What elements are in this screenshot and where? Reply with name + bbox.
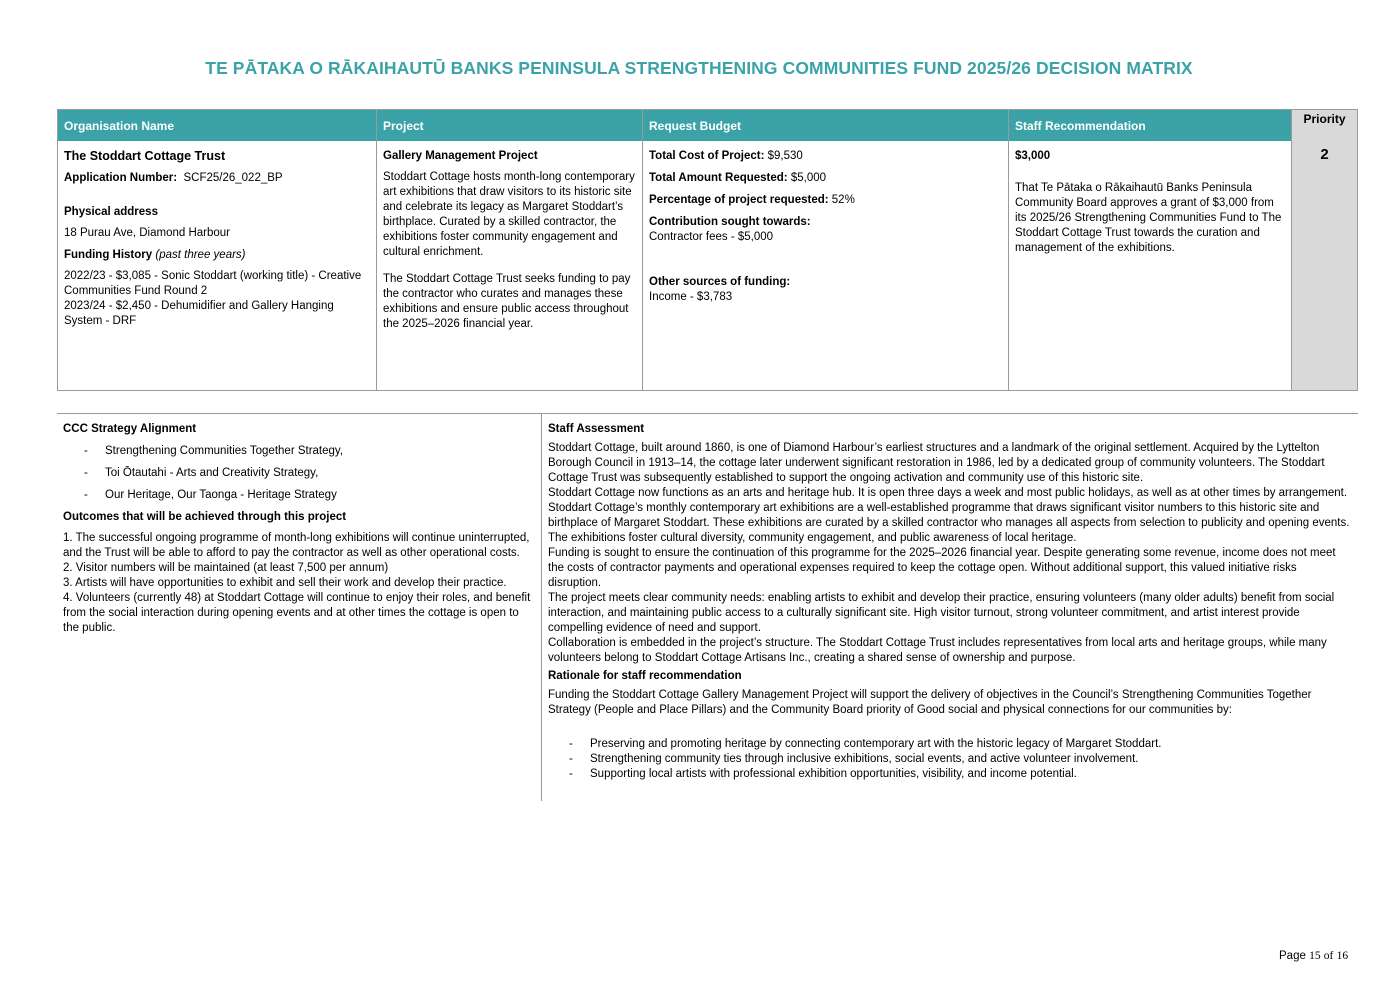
rationale-heading: Rationale for staff recommendation (548, 670, 742, 682)
funding-history-item: 2022/23 - $3,085 - Sonic Stoddart (working title) - Creative Communities Fund Round 2 (64, 270, 362, 297)
strategy-item: Our Heritage, Our Taonga - Heritage Strategy (105, 489, 337, 501)
budget-column (643, 110, 1008, 390)
funding-history-note: (past three years) (155, 249, 246, 261)
other-funding-value: Income - $3,783 (649, 291, 733, 303)
outcome-item: 3. Artists will have opportunities to exhibit and sell their work and develop their practice. (63, 577, 507, 589)
project-column (377, 110, 642, 390)
outcome-item: 2. Visitor numbers will be maintained (at least 7,500 per annum) (63, 562, 389, 574)
application-number-label: Application Number: (64, 172, 178, 184)
bullet-dash: - (569, 753, 573, 765)
bullet-dash: - (84, 467, 88, 479)
rationale-list (548, 737, 1350, 782)
project-description: Stoddart Cottage hosts month-long contemporary art exhibitions that draw visitors to its historic site and celebrate its legacy as Margaret Stoddart’s birthplace. Curated by a skilled contractor, the exhibitions foster community engagement and cultural enrichment. (383, 171, 635, 258)
page-total: 16 (1336, 950, 1349, 962)
list-item (548, 767, 1350, 782)
funding-history-heading (64, 248, 370, 263)
strategy-item: Strengthening Communities Together Strategy, (105, 445, 344, 457)
total-requested-label: Total Amount Requested: (649, 172, 788, 184)
page-of: of (1323, 950, 1334, 962)
other-funding-label: Other sources of funding: (649, 276, 791, 288)
application-number: SCF25/26_022_BP (183, 172, 283, 184)
funding-history-item: 2023/24 - $2,450 - Dehumidifier and Gallery Hanging System - DRF (64, 300, 334, 327)
rationale-item: Strengthening community ties through inclusive exhibitions, social events, and active volunteer involvement. (590, 753, 1139, 765)
recommended-amount: $3,000 (1015, 150, 1051, 162)
rationale-text: Funding the Stoddart Cottage Gallery Management Project will support the delivery of objectives in the Council’s Strengthening Communities Together Strategy (People and Place Pillars) and the Community Board priority of Good social and physical connections for our communities by: (548, 689, 1312, 716)
project-title: Gallery Management Project (383, 150, 538, 162)
staff-recommendation-header: Staff Recommendation (1009, 110, 1291, 141)
decision-matrix-table (57, 109, 1358, 391)
staff-assessment-heading: Staff Assessment (548, 423, 645, 435)
bullet-dash: - (569, 768, 573, 780)
staff-recommendation-column (1009, 110, 1291, 390)
list-item (548, 737, 1350, 752)
organisation-name: The Stoddart Cottage Trust (64, 149, 226, 163)
assessment-paragraph: Stoddart Cottage, built around 1860, is one of Diamond Harbour’s earliest structures and a landmark of the original settlement. Acquired by the Lyttelton Borough Council in 1913–14, the cottage later underwent significant restoration in 1986, led by a dedicated group of community volunteers. The Stoddart Cottage Trust was subsequently established to support the ongoing activation and community use of this historic site. (548, 442, 1325, 484)
total-cost-label: Total Cost of Project: (649, 150, 765, 162)
staff-assessment-section (548, 422, 1350, 782)
contribution-value: Contractor fees - $5,000 (649, 231, 774, 243)
section-divider (57, 413, 1358, 414)
outcome-item: 1. The successful ongoing programme of month-long exhibitions will continue uninterrupted, and the Trust will be able to afford to pay the contractor as well as other operational costs. (63, 532, 530, 559)
organisation-column (58, 110, 376, 390)
percentage-label: Percentage of project requested: (649, 194, 829, 206)
page-number (1279, 950, 1348, 962)
total-requested-value: $5,000 (790, 172, 827, 184)
contribution-label: Contribution sought towards: (649, 216, 811, 228)
priority-value: 2 (1320, 146, 1329, 163)
bullet-dash: - (84, 489, 88, 501)
physical-address-label: Physical address (64, 206, 158, 218)
total-cost-row (649, 149, 1002, 164)
assessment-paragraph: Stoddart Cottage now functions as an arts and heritage hub. It is open three days a week and most public holidays, as well as at other times by arrangement. (548, 487, 1348, 499)
recommendation-text: That Te Pātaka o Rākaihautū Banks Peninsula Community Board approves a grant of $3,000 from its 2025/26 Strengthening Communities Fund to The Stoddart Cottage Trust towards the curation and management of the exhibitions. (1015, 182, 1282, 254)
project-funding-purpose: The Stoddart Cottage Trust seeks funding to pay the contractor who curates and manages these exhibitions and ensure public access throughout the 2025–2026 financial year. (383, 273, 631, 330)
physical-address: 18 Purau Ave, Diamond Harbour (64, 227, 230, 239)
application-number-row (64, 171, 370, 186)
list-item (548, 752, 1350, 767)
bullet-dash: - (569, 738, 573, 750)
rationale-item: Supporting local artists with professional exhibition opportunities, visibility, and income potential. (590, 768, 1077, 780)
outcome-item: 4. Volunteers (currently 48) at Stoddart Cottage will continue to enjoy their roles, and benefit from the social interaction during opening events and at other times the cottage is open to the public. (63, 592, 531, 634)
list-item (63, 488, 533, 503)
project-header: Project (377, 110, 642, 141)
bullet-dash: - (84, 445, 88, 457)
page-title: TE PĀTAKA O RĀKAIHAUTŪ BANKS PENINSULA STRENGTHENING COMMUNITIES FUND 2025/26 DECISION MATRIX (205, 58, 1193, 78)
priority-header: Priority (1303, 112, 1346, 126)
total-cost-value: $9,530 (767, 150, 803, 162)
page-label: Page (1279, 950, 1306, 962)
rationale-item: Preserving and promoting heritage by connecting contemporary art with the historic legacy of Margaret Stoddart. (590, 738, 1162, 750)
funding-history-label: Funding History (64, 249, 153, 261)
outcomes-heading: Outcomes that will be achieved through this project (63, 511, 347, 523)
assessment-paragraph: The project meets clear community needs: enabling artists to exhibit and develop their practice, ensuring volunteers (many older adults) benefit from social interaction, and maintaining public access to a culturally significant site. High visitor turnout, strong volunteer commitment, and artist interest provide compelling evidence of need and support. (548, 592, 1335, 634)
assessment-paragraph: Funding is sought to ensure the continuation of this programme for the 2025–2026 financial year. Despite generating some revenue, income does not meet the costs of contractor payments and operational expenses required to keep the cottage open. Without additional support, this valued initiative risks disruption. (548, 547, 1336, 589)
strategy-alignment-section (63, 422, 533, 636)
percentage-row (649, 193, 1002, 208)
organisation-header: Organisation Name (58, 110, 376, 141)
budget-header: Request Budget (643, 110, 1008, 141)
assessment-paragraph: Collaboration is embedded in the project’s structure. The Stoddart Cottage Trust includes representatives from local arts and heritage groups, while many volunteers belong to Stoddart Cottage Artisans Inc., creating a shared sense of ownership and purpose. (548, 637, 1327, 664)
list-item (63, 466, 533, 481)
assessment-paragraph: Stoddart Cottage’s monthly contemporary art exhibitions are a well-established programme that draws significant visitor numbers to this historic site and birthplace of Margaret Stoddart. These exhibitions are curated by a skilled contractor who manages all aspects from selection to publicity and opening events. The exhibitions foster cultural diversity, community engagement, and public awareness of local heritage. (548, 502, 1350, 544)
page-current: 15 (1309, 950, 1321, 962)
strategy-item: Toi Ōtautahi - Arts and Creativity Strategy, (105, 467, 319, 479)
list-item (63, 444, 533, 459)
total-requested-row (649, 171, 1002, 186)
strategy-alignment-heading: CCC Strategy Alignment (63, 423, 197, 435)
percentage-value: 52% (831, 194, 855, 206)
priority-column (1292, 110, 1357, 390)
column-divider (541, 413, 542, 801)
